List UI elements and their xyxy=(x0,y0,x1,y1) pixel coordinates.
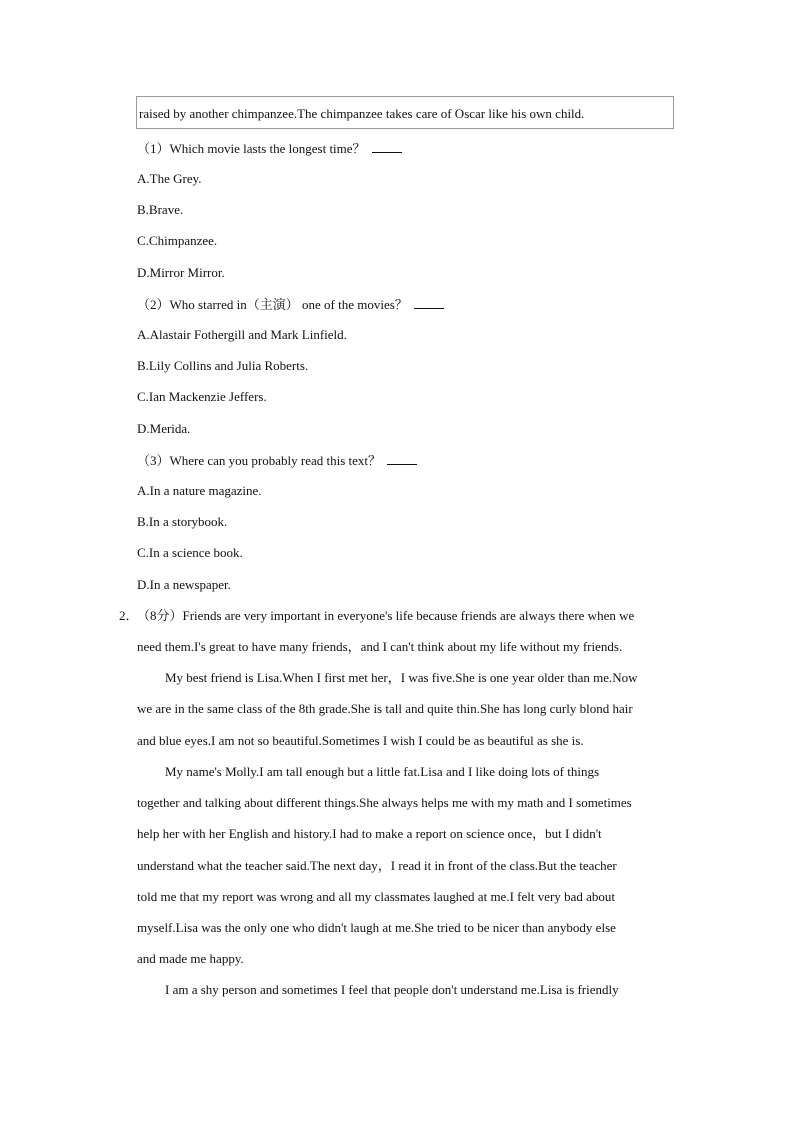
question-2-stem: （2）Who starred in（主演） one of the movies？ xyxy=(137,297,408,312)
q1-option-b: B.Brave. xyxy=(137,202,184,217)
passage-line-10: told me that my report was wrong and all my classmates laughed at me.I felt very bad about xyxy=(137,889,615,904)
q3-option-b: B.In a storybook. xyxy=(137,514,228,529)
passage-line-2: need them.I's great to have many friends，and I can't think about my life without my friends. xyxy=(137,639,623,654)
question-1 xyxy=(137,140,402,157)
passage-line-9: understand what the teacher said.The next day，I read it in front of the class.But the teacher xyxy=(137,858,617,873)
q3-option-d: D.In a newspaper. xyxy=(137,577,231,592)
q1-option-a: A.The Grey. xyxy=(137,171,202,186)
question-3 xyxy=(137,452,417,469)
answer-blank-1[interactable] xyxy=(372,140,402,153)
box-text: raised by another chimpanzee.The chimpanzee takes care of Oscar like his own child. xyxy=(139,106,585,121)
passage-line-8: help her with her English and history.I had to make a report on science once，but I didn't xyxy=(137,826,602,841)
passage-line-12: and made me happy. xyxy=(137,951,244,966)
question-number-2: 2． xyxy=(119,608,139,623)
q2-option-d: D.Merida. xyxy=(137,421,191,436)
question-2 xyxy=(137,296,444,313)
q3-option-c: C.In a science book. xyxy=(137,545,243,560)
q1-option-c: C.Chimpanzee. xyxy=(137,233,218,248)
passage-line-7: together and talking about different things.She always helps me with my math and I sometimes xyxy=(137,795,632,810)
passage-line-5: and blue eyes.I am not so beautiful.Sometimes I wish I could be as beautiful as she is. xyxy=(137,733,584,748)
answer-blank-2[interactable] xyxy=(414,296,444,309)
passage-line-4: we are in the same class of the 8th grade.She is tall and quite thin.She has long curly blond hair xyxy=(137,701,633,716)
passage-line-1: （8分）Friends are very important in everyone's life because friends are always there when we xyxy=(137,608,635,623)
passage-continuation-box xyxy=(136,96,674,129)
passage-line-3: My best friend is Lisa.When I first met her，I was five.She is one year older than me.Now xyxy=(165,670,638,685)
passage-line-13: I am a shy person and sometimes I feel that people don't understand me.Lisa is friendly xyxy=(165,982,619,997)
q2-option-c: C.Ian Mackenzie Jeffers. xyxy=(137,389,267,404)
q1-option-d: D.Mirror Mirror. xyxy=(137,265,225,280)
q3-option-a: A.In a nature magazine. xyxy=(137,483,262,498)
answer-blank-3[interactable] xyxy=(387,452,417,465)
passage-line-11: myself.Lisa was the only one who didn't laugh at me.She tried to be nicer than anybody else xyxy=(137,920,616,935)
q2-option-b: B.Lily Collins and Julia Roberts. xyxy=(137,358,309,373)
question-3-stem: （3）Where can you probably read this text？ xyxy=(137,453,382,468)
q2-option-a: A.Alastair Fothergill and Mark Linfield. xyxy=(137,327,347,342)
passage-line-6: My name's Molly.I am tall enough but a little fat.Lisa and I like doing lots of things xyxy=(165,764,600,779)
question-1-stem: （1）Which movie lasts the longest time？ xyxy=(137,141,366,156)
